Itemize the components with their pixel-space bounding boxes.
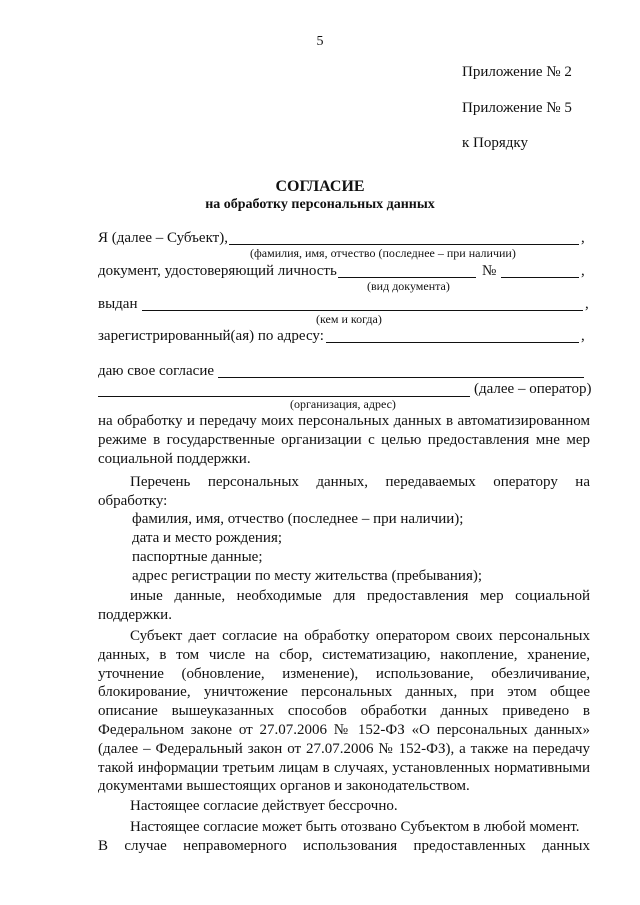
paragraph-revocation: Настоящее согласие может быть отозвано Субъектом в любой момент. [130, 819, 580, 835]
paragraph-purpose: на обработку и передачу моих персональных данных в автоматизированном режиме в государственные организации с целью предоставления мне мер социальной поддержки. [98, 413, 590, 467]
paragraph-other-data: иные данные, необходимые для предоставления мер социальной поддержки. [98, 588, 590, 623]
list-item: адрес регистрации по месту жительства (пребывания); [132, 568, 483, 584]
number-sign: № [482, 263, 497, 279]
paragraph-consent-scope: Субъект дает согласие на обработку оператором своих персональных данных, в том числе на сбор, систематизацию, накопление, хранение, уточнение (обновление, изменение), использование, обезличивание, блокирование, уничтожение персональных данных, при этом общее описание вышеуказанных способов обработки данных приведено в Федеральном законе от 27.07.2006 № 152-ФЗ «О персональных данных» (далее – Федеральный закон от 27.07.2006 № 152-ФЗ), а также на передачу такой информации третьим лицам в случаях, установленных нормативными документами вышестоящих органов и законодательством. [98, 628, 590, 795]
document-subtitle: на обработку персональных данных [205, 197, 435, 212]
comma: , [581, 263, 585, 279]
document-caption: (вид документа) [367, 279, 450, 293]
comma: , [581, 230, 585, 246]
document-label: документ, удостоверяющий личность [98, 263, 337, 279]
subject-label: Я (далее – Субъект), [98, 230, 228, 246]
comma: , [585, 296, 589, 312]
document-title: СОГЛАСИЕ [275, 178, 365, 195]
operator-label: (далее – оператор) [474, 381, 592, 397]
subject-name-field[interactable] [229, 244, 579, 245]
appendix-line-2: Приложение № 5 [462, 100, 572, 116]
operator-field-2[interactable] [98, 396, 470, 397]
registered-label: зарегистрированный(ая) по адресу: [98, 328, 324, 344]
page-number: 5 [316, 34, 324, 49]
operator-field-1[interactable] [218, 377, 584, 378]
document-number-field[interactable] [501, 277, 579, 278]
paragraph-validity: Настоящее согласие действует бессрочно. [130, 798, 398, 814]
list-item: фамилия, имя, отчество (последнее – при наличии); [132, 511, 464, 527]
operator-caption: (организация, адрес) [290, 397, 396, 411]
paragraph-misuse: В случае неправомерного использования предоставленных данных [98, 838, 590, 854]
appendix-line-1: Приложение № 2 [462, 64, 572, 80]
document-type-field[interactable] [338, 277, 476, 278]
list-item: паспортные данные; [132, 549, 263, 565]
issued-label: выдан [98, 296, 138, 312]
appendix-line-3: к Порядку [462, 135, 528, 151]
address-field[interactable] [326, 342, 579, 343]
paragraph-list-intro: Перечень персональных данных, передаваемых оператору на обработку: [98, 474, 590, 509]
consent-label: даю свое согласие [98, 363, 215, 379]
comma: , [581, 328, 585, 344]
issued-by-field[interactable] [142, 310, 583, 311]
subject-caption: (фамилия, имя, отчество (последнее – при наличии) [250, 246, 516, 260]
issued-caption: (кем и когда) [316, 312, 382, 326]
list-item: дата и место рождения; [132, 530, 283, 546]
